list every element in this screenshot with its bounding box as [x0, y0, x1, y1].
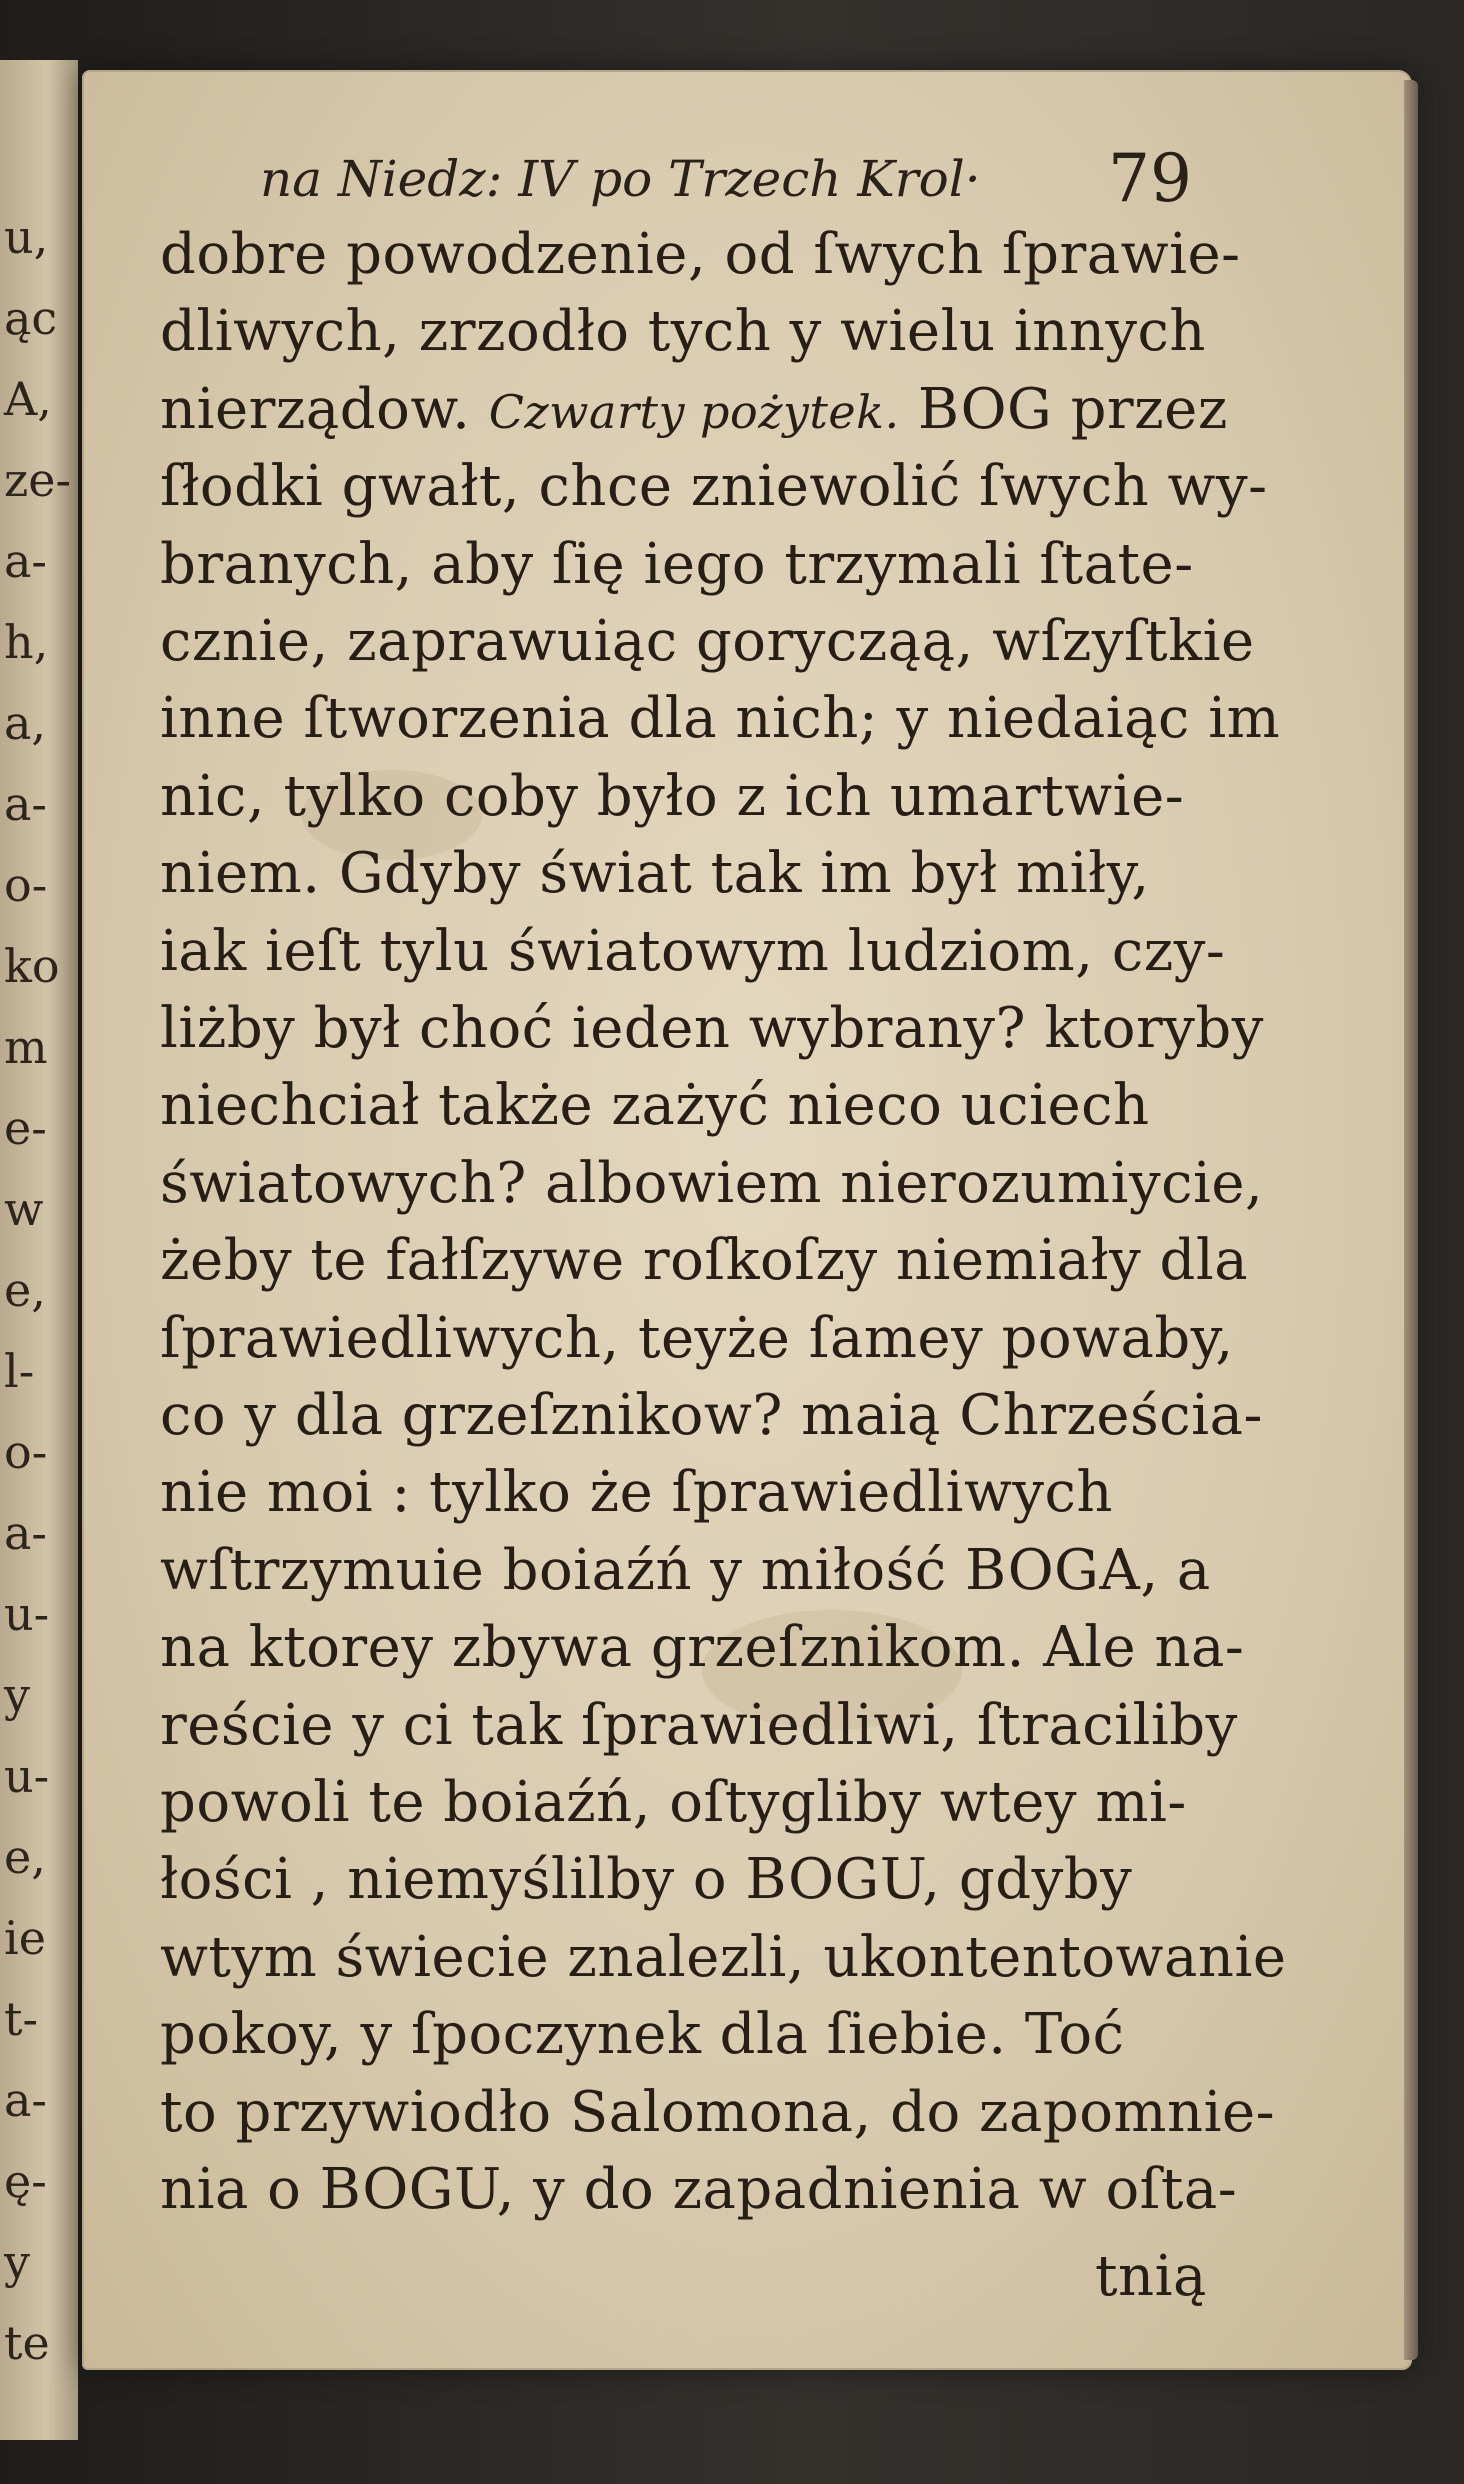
left-margin-fragment: a- — [4, 534, 47, 588]
text-line — [160, 996, 1264, 1061]
left-margin-fragment: A, — [4, 372, 52, 426]
left-margin-fragment: o- — [4, 858, 48, 912]
text-line — [160, 1073, 1150, 1139]
text-segment: wtym świecie znalezli, ukontentowanie — [160, 1924, 1287, 1990]
text-segment: BOG przez — [899, 376, 1228, 442]
left-margin-fragment: u- — [4, 1587, 50, 1641]
text-line — [160, 222, 1241, 287]
text-segment: łości , niemyślilby o BOGU, gdyby — [160, 1847, 1133, 1913]
text-line — [160, 686, 1281, 752]
text-line — [160, 763, 1185, 829]
left-margin-fragment: h, — [4, 615, 49, 669]
text-line — [160, 1228, 1249, 1294]
left-margin-fragment: ie — [4, 1911, 46, 1965]
text-segment: co y dla grzeſznikow? maią Chrześcia- — [160, 1383, 1263, 1448]
text-line — [160, 376, 1228, 442]
text-segment: liżby był choć ieden wybrany? ktoryby — [160, 996, 1264, 1061]
text-segment: na ktorey zbywa grzeſznikom. Ale na- — [160, 1615, 1245, 1681]
left-margin-fragment: e, — [4, 1830, 46, 1884]
left-margin-fragment: o- — [4, 1425, 48, 1479]
left-margin-fragment: u- — [4, 1749, 50, 1803]
left-margin-fragment: t- — [4, 1992, 39, 2046]
left-margin-fragment: u, — [4, 210, 49, 264]
page-edge-shadow — [1404, 80, 1418, 2360]
text-line — [160, 531, 1194, 597]
left-margin-fragment: ko — [4, 939, 60, 993]
left-margin-fragment: m — [4, 1020, 48, 1074]
italic-marginal-heading: Czwarty pożytek. — [488, 384, 900, 439]
text-segment: niechciał także zażyć nieco uciech — [160, 1073, 1150, 1139]
text-segment: powoli te boiaźń, oſtygliby wtey mi- — [160, 1770, 1187, 1835]
left-margin-fragment: a, — [4, 696, 47, 750]
left-margin-fragment: y — [4, 1668, 30, 1722]
text-segment: nic, tylko coby było z ich umartwie- — [160, 763, 1185, 829]
text-segment: wſtrzymuie boiaźń y miłość BOGA, a — [160, 1537, 1211, 1603]
left-margin-fragment: a- — [4, 2073, 47, 2127]
left-margin-fragment: ąc — [4, 291, 58, 345]
text-line — [160, 299, 1206, 365]
left-margin-fragment: ze- — [4, 453, 72, 507]
running-head: na Niedz: IV po Trzech Krol· — [260, 150, 981, 208]
text-segment: inne ſtworzenia dla nich; y niedaiąc im — [160, 686, 1281, 752]
text-line — [160, 1924, 1287, 1990]
text-line — [160, 1615, 1245, 1681]
left-page-edge — [0, 60, 78, 2440]
text-line — [160, 841, 1150, 907]
left-margin-fragment: a- — [4, 777, 47, 831]
catchword: tnią — [1095, 2244, 1207, 2310]
text-line — [160, 609, 1255, 674]
text-segment: branych, aby ſię iego trzymali ſtate- — [160, 531, 1194, 597]
text-segment: nierządow. — [160, 376, 489, 442]
text-line — [160, 1770, 1187, 1835]
text-line — [160, 2157, 1238, 2222]
text-segment: żeby te fałſzywe roſkoſzy niemiały dla — [160, 1228, 1249, 1294]
text-line — [160, 1537, 1211, 1603]
text-segment: cznie, zaprawuiąc gorycząą, wſzyſtkie — [160, 609, 1255, 674]
text-segment: nie moi : tylko że ſprawiedliwych — [160, 1460, 1113, 1526]
text-line — [160, 918, 1226, 984]
left-margin-fragment: y — [4, 2235, 30, 2289]
text-line — [160, 2079, 1276, 2145]
left-margin-fragment: e- — [4, 1101, 47, 1155]
text-line — [160, 2002, 1125, 2068]
left-margin-fragment: e, — [4, 1263, 46, 1317]
left-margin-fragment: w — [4, 1182, 44, 1236]
text-line — [160, 1460, 1113, 1526]
text-line — [160, 1692, 1238, 1758]
text-line — [160, 1150, 1264, 1216]
text-segment: dobre powodzenie, od ſwych ſprawie- — [160, 222, 1241, 287]
text-segment: to przywiodło Salomona, do zapomnie- — [160, 2079, 1276, 2145]
text-segment: dliwych, zrzodło tych y wielu innych — [160, 299, 1206, 365]
text-line — [160, 1383, 1263, 1448]
text-line — [160, 1847, 1133, 1913]
text-segment: iak ieſt tylu światowym ludziom, czy- — [160, 918, 1226, 984]
page-number: 79 — [1108, 140, 1192, 217]
text-segment: ſprawiedliwych, teyże ſamey powaby, — [160, 1305, 1234, 1371]
text-segment: pokoy, y ſpoczynek dla ſiebie. Toć — [160, 2002, 1125, 2068]
text-segment: reście y ci tak ſprawiedliwi, ſtraciliby — [160, 1692, 1238, 1758]
text-segment: światowych? albowiem nierozumiycie, — [160, 1150, 1264, 1216]
text-line — [160, 1305, 1234, 1371]
left-margin-fragment: a- — [4, 1506, 47, 1560]
left-margin-fragment: te — [4, 2316, 50, 2370]
text-segment: ſłodki gwałt, chce zniewolić ſwych wy- — [160, 454, 1268, 520]
left-margin-fragment: l- — [4, 1344, 35, 1398]
text-segment: niem. Gdyby świat tak im był miły, — [160, 841, 1150, 907]
text-line — [160, 454, 1268, 520]
left-margin-fragment: ę- — [4, 2154, 47, 2208]
text-segment: nia o BOGU, y do zapadnienia w oſta- — [160, 2157, 1238, 2222]
